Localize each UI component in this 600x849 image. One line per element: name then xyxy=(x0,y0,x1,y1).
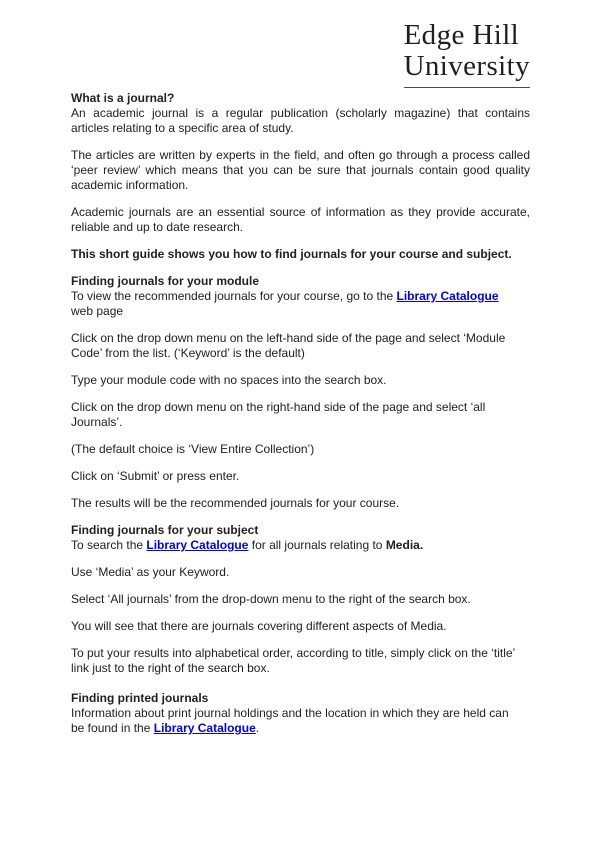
text-segment: be found in the xyxy=(71,721,154,735)
section-finding-printed-journals xyxy=(71,691,530,736)
text-line xyxy=(71,721,530,736)
text-line: (The default choice is ‘View Entire Collection’) xyxy=(71,442,315,456)
heading-finding-journals-module: Finding journals for your module xyxy=(71,274,259,288)
text-line: Click on the drop down menu on the right-hand side of the page and select ‘all xyxy=(71,400,486,414)
heading-what-is-a-journal: What is a journal? xyxy=(71,91,175,105)
text-line: Click on the drop down menu on the left-hand side of the page and select ‘Module xyxy=(71,331,506,345)
text-line xyxy=(71,538,530,553)
library-catalogue-link[interactable]: Library Catalogue xyxy=(146,538,249,552)
text-segment-bold: Media. xyxy=(385,538,424,552)
text-line: You will see that there are journals covering different aspects of Media. xyxy=(71,619,447,633)
text-line: Select ‘All journals’ from the drop-down menu to the right of the search box. xyxy=(71,592,471,606)
text-line: link just to the right of the search box. xyxy=(71,661,270,675)
text-line: academic information. xyxy=(71,178,189,192)
text-line: articles relating to a specific area of study. xyxy=(71,121,294,135)
paragraph-select-all-journals xyxy=(71,592,530,607)
text-line: Academic journals are an essential source of information as they provide accurate, xyxy=(71,205,530,219)
paragraph-guide-intro xyxy=(71,247,530,262)
paragraph-essential-source xyxy=(71,205,530,235)
heading-finding-journals-subject: Finding journals for your subject xyxy=(71,523,259,537)
section-finding-journals-subject xyxy=(71,523,530,553)
paragraph-peer-review xyxy=(71,148,530,193)
paragraph-results xyxy=(71,496,530,511)
logo-line-1: Edge Hill xyxy=(403,19,520,51)
text-line: Code’ from the list. (‘Keyword’ is the default) xyxy=(71,346,305,360)
text-line: Type your module code with no spaces into the search box. xyxy=(71,373,387,387)
text-line: Use ‘Media’ as your Keyword. xyxy=(71,565,230,579)
text-line: The articles are written by experts in the field, and often go through a process called xyxy=(71,148,530,162)
section-finding-journals-module xyxy=(71,274,530,319)
text-line: web page xyxy=(71,304,124,318)
text-line: This short guide shows you how to find journals for your course and subject. xyxy=(71,247,512,261)
paragraph-all-journals-dropdown xyxy=(71,400,530,430)
paragraph-media-keyword xyxy=(71,565,530,580)
text-segment: . xyxy=(255,721,260,735)
text-line: Journals’. xyxy=(71,415,123,429)
paragraph-alphabetical-order xyxy=(71,646,530,676)
text-line: An academic journal is a regular publication (scholarly magazine) that contains xyxy=(71,106,530,120)
text-segment: To search the xyxy=(71,538,147,552)
text-segment: for all journals relating to xyxy=(248,538,386,552)
edge-hill-logo xyxy=(404,20,530,88)
text-line: Information about print journal holdings and the location in which they are held can xyxy=(71,706,509,720)
text-line: ‘peer review’ which means that you can be sure that journals contain good quality xyxy=(71,163,530,177)
logo-line-2: University xyxy=(403,50,530,82)
paragraph-default-choice xyxy=(71,442,530,457)
paragraph-click-submit xyxy=(71,469,530,484)
text-line: The results will be the recommended journals for your course. xyxy=(71,496,400,510)
heading-finding-printed-journals: Finding printed journals xyxy=(71,691,209,705)
paragraph-aspects-of-media xyxy=(71,619,530,634)
library-catalogue-link[interactable]: Library Catalogue xyxy=(153,721,256,735)
library-catalogue-link[interactable]: Library Catalogue xyxy=(396,289,499,303)
paragraph-module-code-dropdown xyxy=(71,331,530,361)
text-line: Click on ‘Submit’ or press enter. xyxy=(71,469,240,483)
text-line xyxy=(71,289,530,304)
text-line: To put your results into alphabetical order, according to title, simply click on the ‘title’ xyxy=(71,646,516,660)
text-line: reliable and up to date research. xyxy=(71,220,244,234)
paragraph-type-module-code xyxy=(71,373,530,388)
text-segment: To view the recommended journals for your course, go to the xyxy=(71,289,397,303)
section-what-is-a-journal xyxy=(71,91,530,136)
